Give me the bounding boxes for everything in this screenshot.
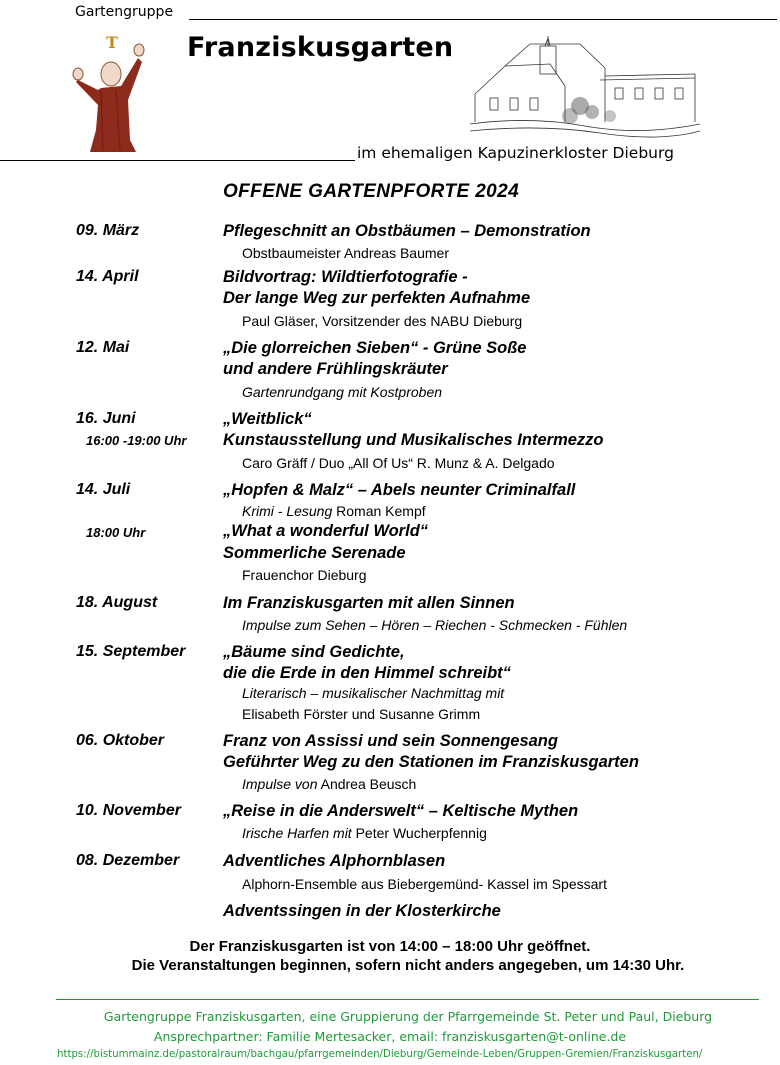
event-subtitle: Literarisch – musikalischer Nachmittag mit	[242, 685, 505, 701]
group-label: Gartengruppe	[75, 4, 174, 20]
event-subtitle-person: Andrea Beusch	[317, 776, 417, 792]
event-subtitle-italic: Irische Harfen mit	[242, 825, 352, 841]
tau-letter: T	[106, 33, 118, 52]
saint-figure-illustration	[68, 30, 160, 155]
event-subtitle-person: Roman Kempf	[332, 503, 426, 519]
event-title: und andere Frühlingskräuter	[223, 360, 448, 378]
event-title: „Hopfen & Malz“ – Abels neunter Criminalfall	[223, 481, 576, 499]
monastery-sketch-illustration	[470, 36, 700, 138]
event-subtitle	[242, 503, 426, 519]
event-subtitle: Elisabeth Förster und Susanne Grimm	[242, 706, 481, 722]
event-subtitle: Caro Gräff / Duo „All Of Us“ R. Munz & A. Delgado	[242, 455, 555, 471]
footer-organization: Gartengruppe Franziskusgarten, eine Gruppierung der Pfarrgemeinde St. Peter und Paul, Dieburg	[103, 1009, 713, 1024]
event-subtitle-italic: Impulse von	[242, 776, 318, 792]
event-title: Kunstausstellung und Musikalisches Intermezzo	[223, 431, 604, 449]
start-time-notice: Die Veranstaltungen beginnen, sofern nicht anders angegeben, um 14:30 Uhr.	[131, 957, 685, 974]
event-title: Sommerliche Serenade	[223, 544, 406, 562]
event-subtitle: Paul Gläser, Vorsitzender des NABU Dieburg	[242, 313, 523, 329]
event-title: Geführter Weg zu den Stationen im Franziskusgarten	[223, 753, 639, 771]
page-title: Franziskusgarten	[187, 32, 454, 63]
event-title: Der lange Weg zur perfekten Aufnahme	[223, 289, 531, 307]
event-subtitle: Frauenchor Dieburg	[242, 567, 367, 583]
event-date: 09. März	[76, 222, 140, 239]
event-time: 18:00 Uhr	[86, 525, 146, 540]
header-top-rule	[189, 19, 777, 20]
footer-rule	[56, 999, 759, 1000]
header-bottom-rule	[0, 160, 355, 161]
event-title: Bildvortrag: Wildtierfotografie -	[223, 268, 468, 286]
event-subtitle: Impulse zum Sehen – Hören – Riechen - Schmecken - Fühlen	[242, 617, 628, 633]
event-title: „What a wonderful World“	[223, 522, 429, 540]
event-title: „Die glorreichen Sieben“ - Grüne Soße	[223, 339, 527, 357]
opening-hours-notice: Der Franziskusgarten ist von 14:00 – 18:00 Uhr geöffnet.	[189, 938, 591, 955]
event-date: 16. Juni	[76, 410, 136, 427]
event-date: 14. April	[76, 268, 139, 285]
event-subtitle-person: Peter Wucherpfennig	[351, 825, 487, 841]
event-date: 10. November	[76, 802, 181, 819]
event-title: Im Franziskusgarten mit allen Sinnen	[223, 594, 515, 612]
event-date: 12. Mai	[76, 339, 130, 356]
event-time: 16:00 -19:00 Uhr	[86, 433, 187, 448]
event-subtitle: Alphorn-Ensemble aus Biebergemünd- Kassel im Spessart	[242, 876, 607, 892]
event-title: „Weitblick“	[223, 410, 312, 428]
event-date: 18. August	[76, 594, 158, 611]
event-title: Adventssingen in der Klosterkirche	[223, 902, 501, 920]
event-subtitle: Obstbaumeister Andreas Baumer	[242, 245, 449, 261]
event-title: Adventliches Alphornblasen	[223, 852, 446, 870]
event-date: 15. September	[76, 643, 186, 660]
event-title: „Reise in die Anderswelt“ – Keltische Mythen	[223, 802, 579, 820]
location-text: im ehemaligen Kapuzinerkloster Dieburg	[357, 144, 674, 162]
event-subtitle	[242, 776, 416, 792]
event-title: Franz von Assissi und sein Sonnengesang	[223, 732, 558, 750]
event-subtitle-italic: Krimi - Lesung	[242, 503, 333, 519]
event-date: 06. Oktober	[76, 732, 165, 749]
footer-url-link[interactable]: https://bistummainz.de/pastoralraum/bachgau/pfarrgemeinden/Dieburg/Gemeinde-Leben/Gruppen-Gremien/Franziskusgarten/	[57, 1049, 703, 1060]
footer-contact: Ansprechpartner: Familie Mertesacker, email: franziskusgarten@t-online.de	[153, 1029, 627, 1044]
event-date: 08. Dezember	[76, 852, 180, 869]
event-subtitle	[242, 825, 487, 841]
event-date: 14. Juli	[76, 481, 131, 498]
event-title: Pflegeschnitt an Obstbäumen – Demonstration	[223, 222, 591, 240]
program-heading: OFFENE GARTENPFORTE 2024	[223, 181, 520, 202]
event-subtitle: Gartenrundgang mit Kostproben	[242, 384, 443, 400]
event-title: „Bäume sind Gedichte,	[223, 643, 405, 661]
event-title: die die Erde in den Himmel schreibt“	[223, 664, 511, 682]
